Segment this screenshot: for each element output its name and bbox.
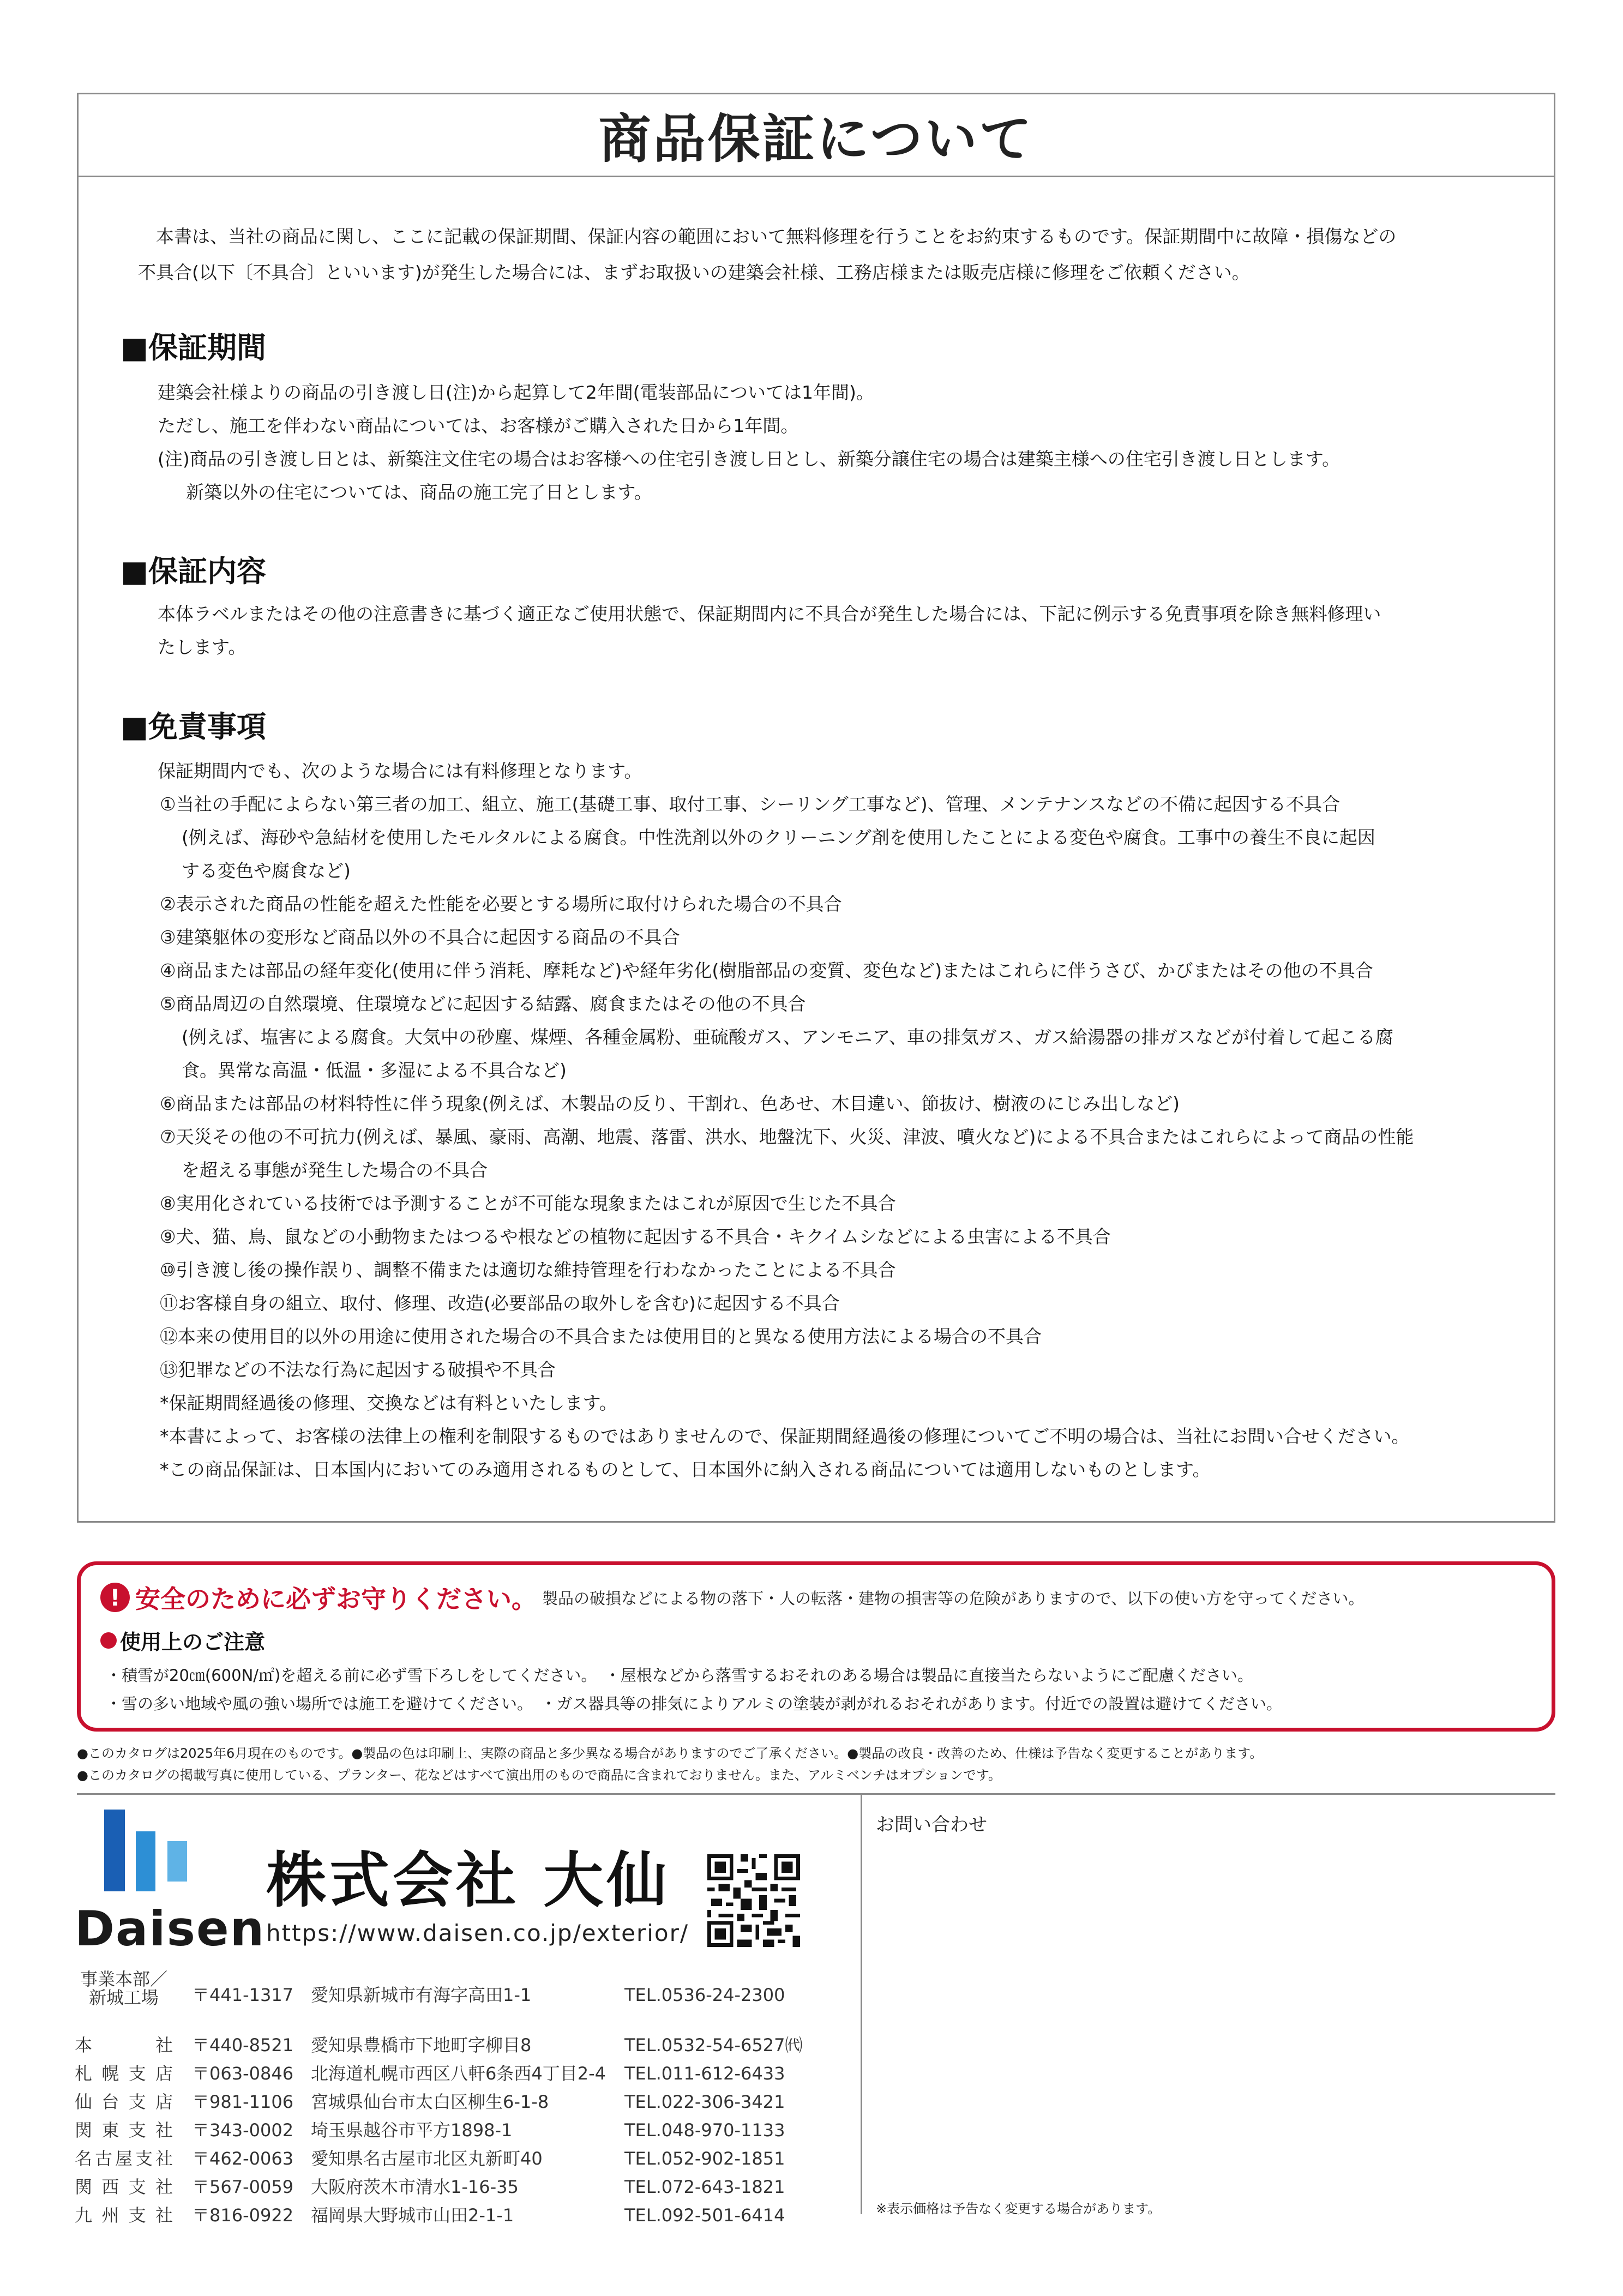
period-body [138,376,1518,509]
office-zip: 〒816-0922 [192,2205,294,2226]
footnote-line: ●このカタログは2025年6月現在のものです。●製品の色は印刷上、実際の商品と多少異なる場合がありますのでご了承ください。●製品の改良・改善のため、仕様は予告なく変更することがあります。 [77,1746,1263,1761]
exemption-item: ⑨犬、猫、鳥、鼠などの小動物またはつるや根などの植物に起因する不具合・キクイムシなどによる虫害による不具合 [160,1226,1111,1247]
exemption-item: ⑬犯罪などの不法な行為に起因する破損や不具合 [160,1359,556,1380]
exemption-item: (例えば、塩害による腐食。大気中の砂塵、煤煙、各種金属粉、亜硫酸ガス、アンモニア、車の排気ガス、ガス給湯器の排ガスなどが付着して起こる腐 [182,1026,1393,1048]
daisen-logo-wordmark: Daisen [75,1901,266,1957]
catalog-footnotes [77,1742,1263,1786]
office-tel: TEL.052-902-1851 [624,2148,785,2169]
office-zip: 〒981-1106 [192,2091,294,2112]
exemption-item: を超える事態が発生した場合の不具合 [182,1159,488,1181]
office-address: 福岡県大野城市山田2-1-1 [311,2205,514,2226]
exemption-item: (例えば、海砂や急結材を使用したモルタルによる腐食。中性洗剤以外のクリーニング剤を使用したことによる変色や腐食。工事中の養生不良に起因 [182,827,1375,848]
contact-label: お問い合わせ [876,1814,987,1836]
usage-notes [106,1661,1282,1718]
office-name: 九州支社 [75,2205,173,2226]
office-name: 本 社 [75,2035,173,2055]
period-line: 建築会社様よりの商品の引き渡し日(注)から起算して2年間(電装部品については1年間)。 [158,382,874,403]
warranty-frame [77,93,1555,1523]
usage-line: ・積雪が20㎝(600N/㎡)を超える前に必ず雪下ろしをしてください。 ・屋根などから落雪するおそれのある場合は製品に直接当たらないようにご配慮ください。 [106,1666,1253,1685]
office-tel: TEL.0536-24-2300 [624,1985,785,2005]
office-name: 関東支社 [75,2120,173,2141]
office-address: 埼玉県越谷市平方1898-1 [311,2120,513,2141]
exemption-item: ③建築躯体の変形など商品以外の不具合に起因する商品の不具合 [160,927,680,948]
exemption-item: ⑦天災その他の不可抗力(例えば、暴風、豪雨、高潮、地震、落雷、洪水、地盤沈下、火災、津波、噴火など)による不具合またはこれらによって商品の性能 [160,1126,1414,1147]
office-address: 大阪府茨木市清水1-16-35 [311,2177,519,2197]
exemption-item: する変色や腐食など) [182,860,351,881]
office-tel: TEL.011-612-6433 [624,2063,785,2084]
warranty-title: 商品保証について [598,109,1034,170]
content-line: たします。 [158,636,247,658]
office-name-line: 新城工場 [88,1987,159,2008]
exemption-item: ①当社の手配によらない第三者の加工、組立、施工(基礎工事、取付工事、シーリング工事など)、管理、メンテナンスなどの不備に起因する不具合 [160,794,1341,815]
warning-icon: ! [100,1583,130,1612]
office-tel: TEL.092-501-6414 [624,2205,785,2226]
exemptions-lead: 保証期間内でも、次のような場合には有料修理となります。 [158,760,642,782]
intro-line: 本書は、当社の商品に関し、ここに記載の保証期間、保証内容の範囲において無料修理を行うことをお約束するものです。保証期間中に故障・損傷などの [156,226,1397,247]
office-address: 北海道札幌市西区八軒6条西4丁目2-4 [311,2063,606,2084]
exemption-item: ⑧実用化されている技術では予測することが不可能な現象またはこれが原因で生じた不具合 [160,1193,896,1214]
office-zip: 〒567-0059 [192,2177,294,2197]
company-url-link[interactable]: https://www.daisen.co.jp/exterior/ [266,1920,689,1946]
office-address: 愛知県新城市有海字高田1-1 [311,1985,532,2005]
intro-line: 不具合(以下〔不具合〕といいます)が発生した場合には、まずお取扱いの建築会社様、工務店様または販売店様に修理をご依頼ください。 [138,262,1250,283]
office-address: 愛知県名古屋市北区丸新町40 [311,2148,543,2169]
safety-header [100,1579,1364,1615]
period-line: (注)商品の引き渡し日とは、新築注文住宅の場合はお客様への住宅引き渡し日とし、新築分譲住宅の場合は建築主様への住宅引き渡し日とします。 [158,448,1341,470]
office-zip: 〒063-0846 [192,2063,294,2084]
exemption-item: ⑥商品または部品の材料特性に伴う現象(例えば、木製品の反り、干割れ、色あせ、木目違い、節抜け、樹液のにじみ出しなど) [160,1093,1180,1114]
exemption-item: ⑪お客様自身の組立、取付、修理、改造(必要部品の取外しを含む)に起因する不具合 [160,1293,840,1314]
office-zip: 〒440-8521 [192,2035,294,2055]
usage-line: ・雪の多い地域や風の強い場所では施工を避けてください。 ・ガス器具等の排気によりアルミの塗装が剥がれるおそれがあります。付近での設置は避けてください。 [106,1694,1283,1713]
exemption-item: ⑫本来の使用目的以外の用途に使用された場合の不具合または使用目的と異なる使用方法による場合の不具合 [160,1326,1042,1347]
warranty-intro [138,219,1518,291]
office-name: 関西支社 [75,2177,173,2197]
exemption-item: ④商品または部品の経年変化(使用に伴う消耗、摩耗など)や経年劣化(樹脂部品の変質、変色など)またはこれらに伴うさび、かびまたはその他の不具合 [160,960,1373,981]
content-line: 本体ラベルまたはその他の注意書きに基づく適正なご使用状態で、保証期間内に不具合が発生した場合には、下記に例示する免責事項を除き無料修理い [158,603,1381,624]
exemption-item: ⑤商品周辺の自然環境、住環境などに起因する結露、腐食またはその他の不具合 [160,993,806,1014]
office-tel: TEL.072-643-1821 [624,2177,785,2197]
usage-header [100,1625,265,1655]
safety-lead: 製品の破損などによる物の落下・人の転落・建物の損害等の危険がありますので、以下の使い方を守ってください。 [542,1589,1364,1608]
footnote-line: ●このカタログの掲載写真に使用している、プランター、花などはすべて演出用のもので商品に含まれておりません。また、アルミベンチはオプションです。 [77,1768,1001,1783]
qr-code-icon [707,1854,800,1947]
content-body [138,597,1518,664]
office-name: 名古屋支社 [75,2148,173,2169]
exemption-note: *本書によって、お客様の法律上の権利を制限するものではありませんので、保証期間経過後の修理についてご不明の場合は、当社にお問い合せください。 [160,1426,1410,1447]
safety-title: 安全のために必ずお守りください。 [135,1584,537,1614]
office-name [75,1970,173,2007]
exemption-note: *保証期間経過後の修理、交換などは有料といたします。 [160,1392,617,1414]
warranty-title-bar [79,94,1554,177]
office-name: 仙台支店 [75,2091,173,2112]
office-tel: TEL.048-970-1133 [624,2120,785,2141]
usage-title: 使用上のご注意 [120,1630,266,1654]
daisen-logo-mark-icon [104,1810,201,1891]
footer-divider [77,1793,1555,1795]
exemption-item: 食。異常な高温・低温・多湿による不具合など) [182,1060,567,1081]
office-zip: 〒462-0063 [192,2148,294,2169]
bullet-dot-icon [100,1632,117,1649]
exemption-item: ⑩引き渡し後の操作誤り、調整不備または適切な維持管理を行わなかったことによる不具合 [160,1259,896,1281]
period-line: 新築以外の住宅については、商品の施工完了日とします。 [186,482,652,503]
period-line: ただし、施工を伴わない商品については、お客様がご購入された日から1年間。 [158,415,799,436]
safety-notice-box [77,1561,1555,1732]
office-tel: TEL.022-306-3421 [624,2091,785,2112]
section-heading-exemptions: ■免責事項 [121,710,267,744]
company-name: 株式会社 大仙 [266,1846,670,1915]
footer-column-divider [861,1794,862,2214]
exemptions-body [138,754,1518,1486]
price-note: ※表示価格は予告なく変更する場合があります。 [876,2201,1161,2216]
office-name: 札幌支店 [75,2063,173,2084]
office-address: 宮城県仙台市太白区柳生6-1-8 [311,2091,549,2112]
exemption-note: *この商品保証は、日本国内においてのみ適用されるものとして、日本国外に納入される商品については適用しないものとします。 [160,1459,1211,1480]
office-address: 愛知県豊橋市下地町字柳目8 [311,2035,532,2055]
section-heading-content: ■保証内容 [121,554,267,588]
exemption-item: ②表示された商品の性能を超えた性能を必要とする場所に取付けられた場合の不具合 [160,893,842,915]
office-zip: 〒343-0002 [192,2120,294,2141]
office-tel: TEL.0532-54-6527㈹ [624,2035,803,2055]
office-name-line: 事業本部／ [80,1969,167,1990]
section-heading-period: ■保証期間 [121,330,267,365]
office-zip: 〒441-1317 [192,1985,294,2005]
